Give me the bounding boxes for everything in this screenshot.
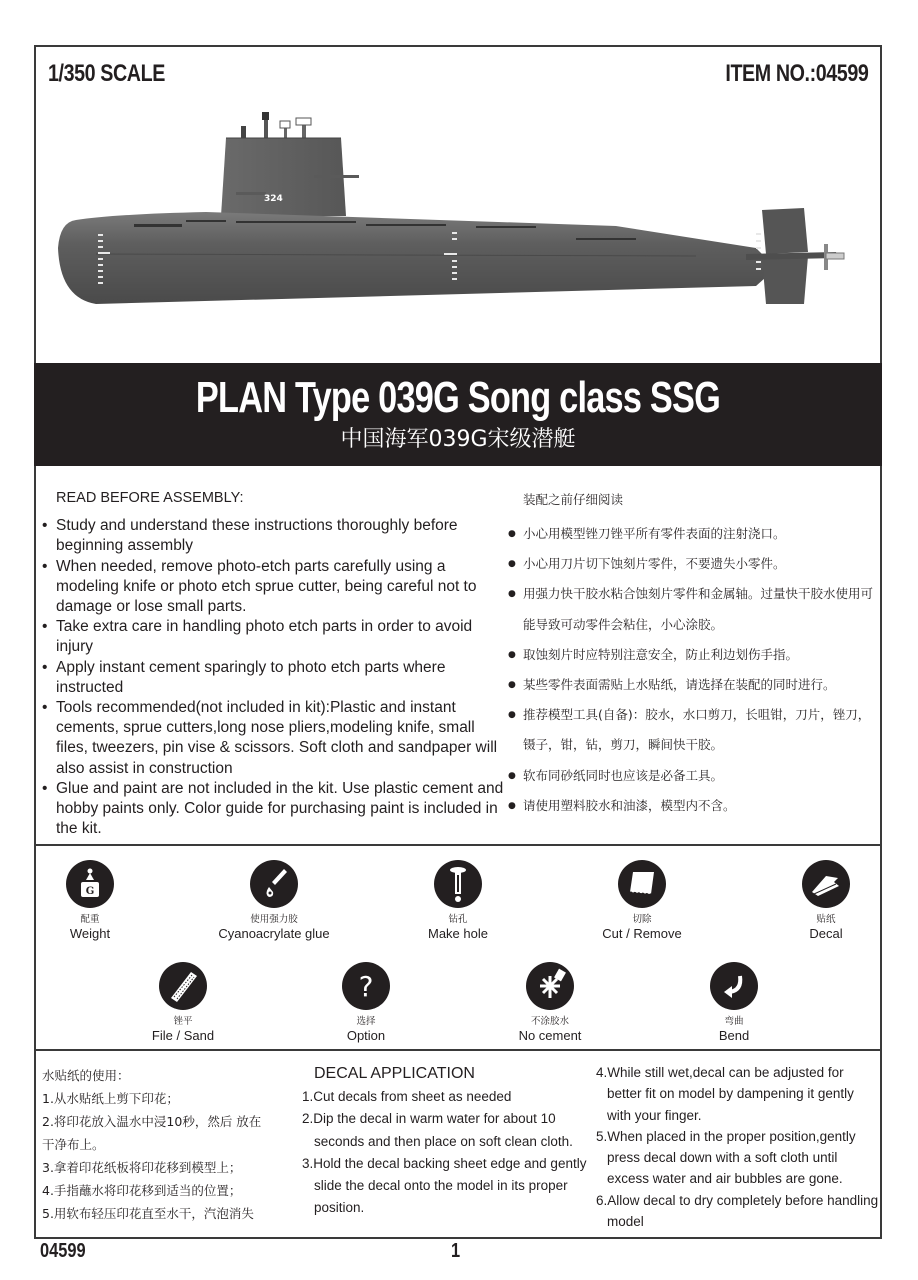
decal-application-english-continued bbox=[596, 1062, 881, 1232]
read-heading-zh: 装配之前仔细阅读 bbox=[523, 492, 624, 507]
svg-text:G: G bbox=[85, 886, 95, 897]
no-cement-icon bbox=[526, 962, 574, 1010]
symbol-decal: 贴纸 Decal bbox=[736, 860, 916, 941]
decal-application-english bbox=[302, 1063, 597, 1220]
decal-heading-en: DECAL APPLICATION bbox=[314, 1065, 475, 1082]
title-chinese: 中国海军039G宋级潜艇 bbox=[340, 427, 576, 452]
decal-step-en: 3.Hold the decal backing sheet edge and gently slide the decal onto the model in its proper position. bbox=[302, 1155, 587, 1216]
scale-label: 1/350 SCALE bbox=[48, 60, 165, 87]
title-band bbox=[34, 363, 882, 466]
bend-icon bbox=[710, 962, 758, 1010]
symbol-weight: G 配重 Weight bbox=[0, 860, 180, 941]
instruction-item-zh: ● 软布同砂纸同时也应该是必备工具。 bbox=[506, 761, 878, 791]
symbol-bend: 弯曲 Bend bbox=[644, 962, 824, 1043]
weight-icon bbox=[66, 860, 114, 908]
glue-drop-icon bbox=[250, 860, 298, 908]
read-heading-en: READ BEFORE ASSEMBLY: bbox=[56, 490, 244, 506]
decal-step-zh: 1.从水贴纸上剪下印花； bbox=[42, 1091, 179, 1106]
instruction-item: • Study and understand these instructions thoroughly before beginning assembly bbox=[40, 516, 510, 556]
hull-number: 324 bbox=[264, 194, 283, 204]
decal-step-en: 1.Cut decals from sheet as needed bbox=[302, 1089, 512, 1104]
page-number: 1 bbox=[451, 1240, 461, 1262]
submarine-illustration bbox=[56, 108, 856, 313]
instruction-item: • When needed, remove photo-etch parts carefully using a modeling knife or photo etch sprue cutter, being careful not to damage or lose small parts. bbox=[40, 557, 510, 618]
instruction-item: • Glue and paint are not included in the kit. Use plastic cement and hobby paints only. Color guide for purchasing paint is included in the kit. bbox=[40, 779, 510, 840]
symbol-cut-remove: 切除 Cut / Remove bbox=[552, 860, 732, 941]
instruction-item-zh: ● 推荐模型工具(自备)：胶水，水口剪刀，长咀钳，刀片，锉刀，镊子，钳，钻，剪刀，瞬间快干胶。 bbox=[506, 700, 878, 760]
symbol-cyanoacrylate-glue: 使用强力胶 Cyanoacrylate glue bbox=[184, 860, 364, 941]
section-divider bbox=[34, 844, 882, 846]
instruction-item: • Take extra care in handling photo etch parts in order to avoid injury bbox=[40, 617, 510, 657]
decal-step-en: 6.Allow decal to dry completely before handling model bbox=[596, 1192, 879, 1230]
read-before-assembly-chinese bbox=[506, 489, 878, 821]
footer-item-code: 04599 bbox=[40, 1240, 86, 1262]
decal-step-en: 2.Dip the decal in warm water for about 10 seconds and then place on soft clean cloth. bbox=[302, 1111, 573, 1149]
symbol-option: ? 选择 Option bbox=[276, 962, 456, 1043]
decal-step-zh: 3.拿着印花纸板将印花移到模型上； bbox=[42, 1160, 242, 1175]
file-icon bbox=[159, 962, 207, 1010]
question-icon bbox=[342, 962, 390, 1010]
symbol-no-cement: 不涂胶水 No cement bbox=[460, 962, 640, 1043]
decal-application-chinese bbox=[42, 1064, 292, 1225]
decal-step-en: 4.While still wet,decal can be adjusted for better fit on model by dampening it gently with your finger. bbox=[596, 1065, 854, 1123]
instruction-item-zh: ● 请使用塑料胶水和油漆，模型内不含。 bbox=[506, 791, 878, 821]
section-divider bbox=[34, 1049, 882, 1051]
instruction-item-zh: ● 某些零件表面需贴上水贴纸，请选择在装配的同时进行。 bbox=[506, 670, 878, 700]
symbol-file-sand: 锉平 File / Sand bbox=[93, 962, 273, 1043]
decal-step-zh: 2.将印花放入温水中浸10秒，然后 放在干净布上。 bbox=[42, 1114, 262, 1152]
symbol-make-hole: 钻孔 Make hole bbox=[368, 860, 548, 941]
instruction-item-zh: ● 小心用模型锉刀锉平所有零件表面的注射浇口。 bbox=[506, 519, 878, 549]
instruction-item-zh: ● 用强力快干胶水粘合蚀刻片零件和金属轴。过量快干胶水使用可能导致可动零件会粘住，小心涂胶。 bbox=[506, 579, 878, 639]
read-before-assembly-english bbox=[40, 488, 510, 839]
decal-step-en: 5.When placed in the proper position,gently press decal down with a soft cloth until excess water and air bubbles are gone. bbox=[596, 1128, 856, 1187]
item-number: ITEM NO.:04599 bbox=[724, 60, 868, 87]
instruction-item-zh: ● 取蚀刻片时应特别注意安全，防止利边划伤手指。 bbox=[506, 640, 878, 670]
svg-text:?: ? bbox=[358, 970, 374, 1003]
instruction-item: • Apply instant cement sparingly to photo etch parts where instructed bbox=[40, 658, 510, 698]
drill-icon bbox=[434, 860, 482, 908]
instruction-item: • Tools recommended(not included in kit):Plastic and instant cements, sprue cutters,long nose pliers,modeling knife, small files, tweezers, pin vise & scissors. Soft cloth and sandpaper will also assist in construction bbox=[40, 698, 510, 779]
decal-step-zh: 4.手指蘸水将印花移到适当的位置； bbox=[42, 1183, 242, 1198]
instruction-item-zh: ● 小心用刀片切下蚀刻片零件，不要遗失小零件。 bbox=[506, 549, 878, 579]
decal-step-zh: 5.用软布轻压印花直至水干，汽泡消失 bbox=[42, 1206, 254, 1221]
decal-heading-zh: 水贴纸的使用： bbox=[42, 1068, 130, 1083]
decal-icon bbox=[802, 860, 850, 908]
cut-icon bbox=[618, 860, 666, 908]
title-english: PLAN Type 039G Song class SSG bbox=[195, 373, 721, 422]
